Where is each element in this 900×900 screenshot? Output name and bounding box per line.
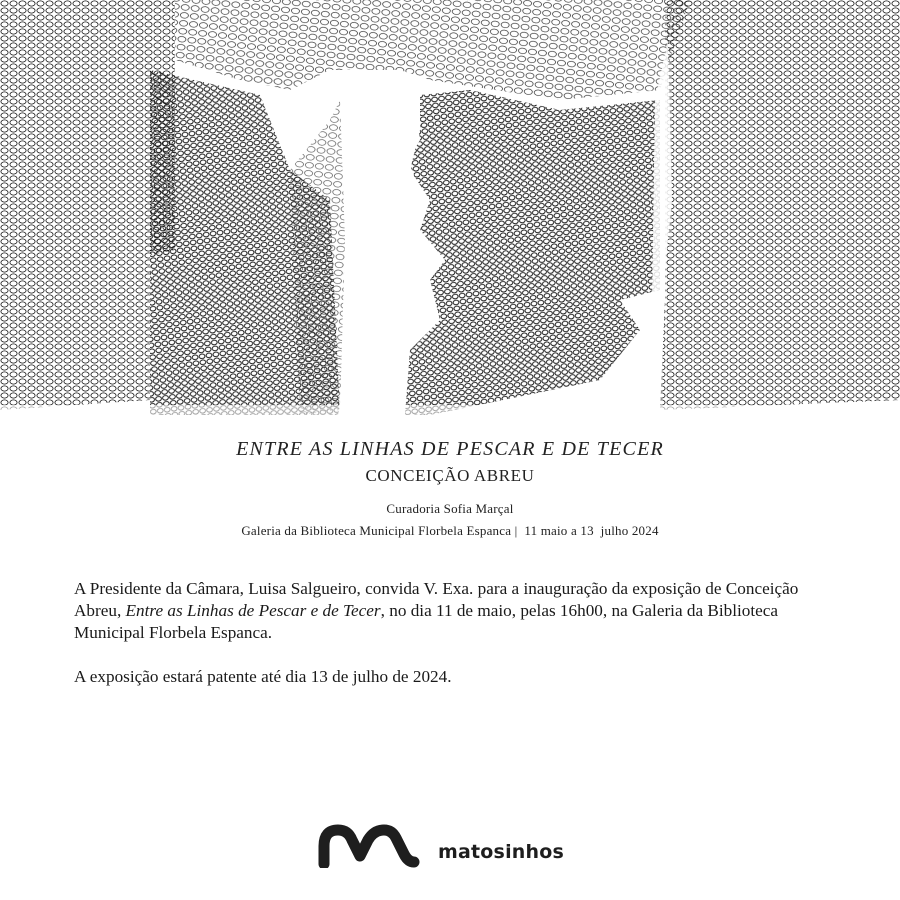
exhibition-duration-paragraph: A exposição estará patente até dia 13 de julho de 2024. [74,667,452,686]
venue-dates-line: Galeria da Biblioteca Municipal Florbela Espanca | 11 maio a 13 julho 2024 [241,523,659,538]
artwork-top-arch [175,0,690,100]
artwork-left-panel [0,0,175,410]
exhibition-title: ENTRE AS LINHAS DE PESCAR E DE TECER [236,438,664,460]
invitation-text-part: A Presidente da Câmara, Luisa Salgueiro, convida V. Exa. para a inauguração da exposição de Conceição Abreu, [74,579,799,620]
artwork-right-column [405,90,660,415]
exhibition-artwork [0,0,900,420]
artist-name: CONCEIÇÃO ABREU [365,466,535,485]
matosinhos-logo-mark [318,824,422,868]
curator-line: Curadoria Sofia Marçal [386,501,514,516]
exhibition-header [0,436,900,541]
artwork-mid-wall [290,100,345,415]
matosinhos-logo [318,824,564,868]
invitation-text [74,578,834,688]
artwork-right-panel [660,0,900,410]
invitation-text-part: , no dia 11 de maio, pelas 16h00, na Galeria da Biblioteca Municipal Florbela Espanca. [74,601,779,642]
invitation-exhibition-title: Entre as Linhas de Pescar e de Tecer [125,601,381,620]
invitation-paragraph [74,578,834,644]
matosinhos-logo-text: matosinhos [438,841,564,863]
artwork-keyhole-silhouette [338,81,420,415]
